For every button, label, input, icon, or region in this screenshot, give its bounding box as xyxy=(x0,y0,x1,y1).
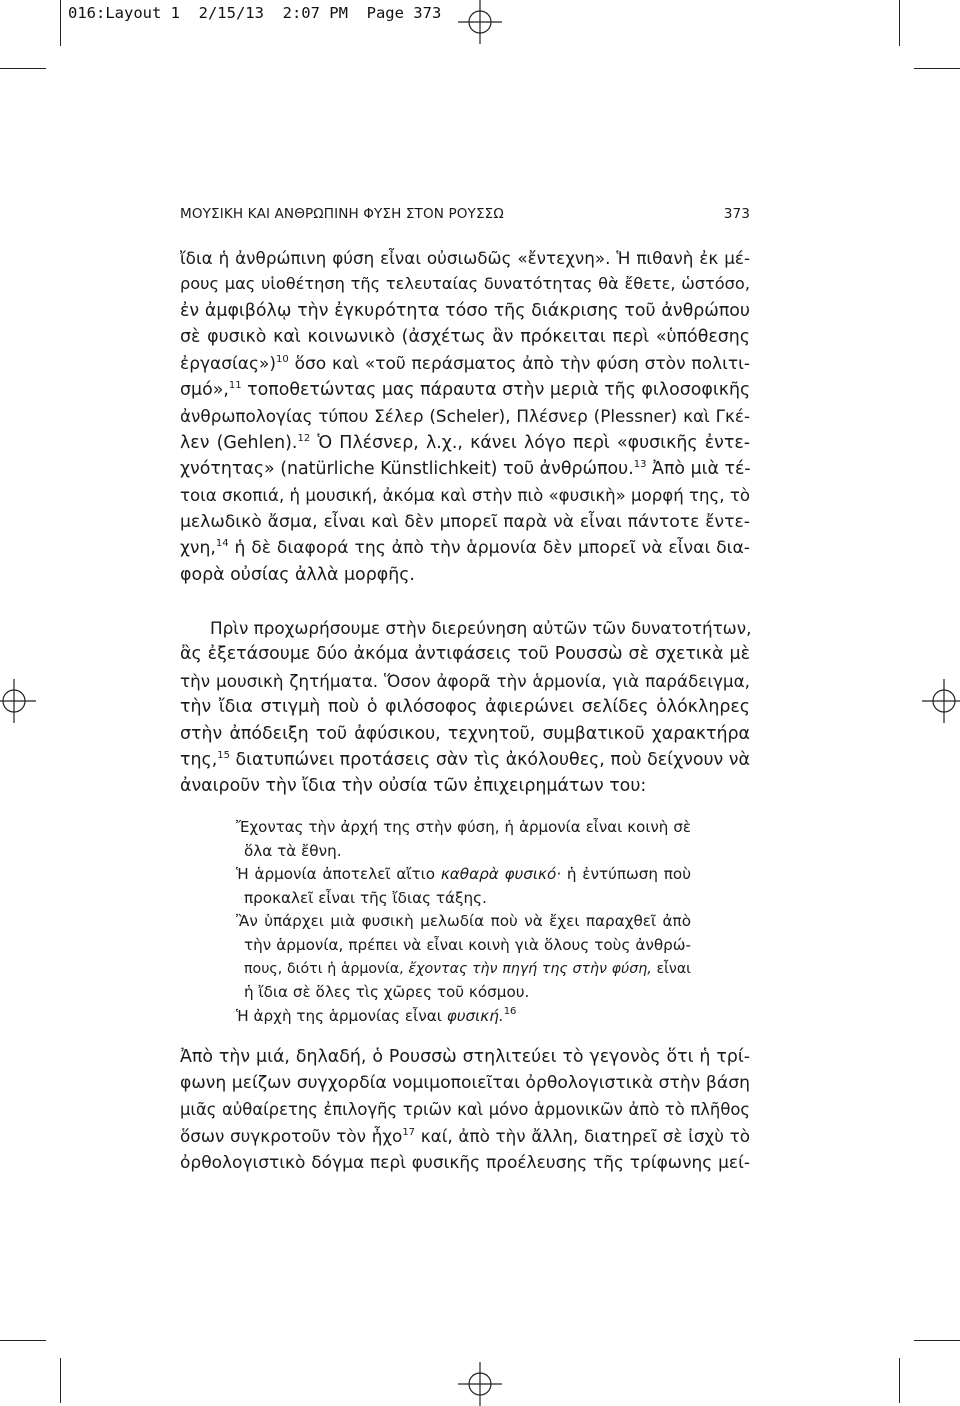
text-line: τὴν ἴδια στιγμὴ ποὺ ὁ φιλόσοφος ἀφιερώνει σελίδες ὁλόκληρες xyxy=(180,697,750,718)
text-line: ἀνθρωπολογίας τύπου Σέλερ (Scheler), Πλέσνερ (Plessner) καὶ Γκέ- xyxy=(180,406,750,427)
text-line: ρους μας υἱοθέτηση τῆς τελευταίας δυνατότητας θὰ ἔθετε, ὡστόσο, xyxy=(180,274,750,294)
block-quote xyxy=(236,816,691,1028)
text-line: ἂς ἐξετάσουμε δύο ἀκόμα ἀντιφάσεις τοῦ Ρουσσὼ σὲ σχετικὰ μὲ xyxy=(180,644,750,665)
quote-line: Ἔχοντας τὴν ἀρχή της στὴν φύση, ἡ ἁρμονία εἶναι κοινὴ σὲ xyxy=(236,818,691,836)
footnote-ref: 10 xyxy=(276,353,289,365)
footnote-ref: 11 xyxy=(228,379,242,391)
text-line: σμό»,$^{11}$ τοποθετώντας μας πάραυτα στὴν μεριὰ τῆς φιλοσοφικῆς xyxy=(180,379,751,400)
registration-mark-top xyxy=(458,0,502,44)
text-line: στὴν ἀπόδειξη τοῦ ἀφύσικου, τεχνητοῦ, συμβατικοῦ χαρακτήρα xyxy=(180,723,750,744)
text-line: ἐργασίας»)$^{10}$ ὅσο καὶ «τοῦ περάσματος ἀπὸ τὴν φύση στὸν πολιτι- xyxy=(180,353,750,374)
paragraph-3 xyxy=(180,1044,750,1176)
crop-mark-bottom-left-h xyxy=(0,1340,46,1341)
quote-line: πους, διότι ἡ ἁρμονία, ἔχοντας τὴν πηγή της στὴν φύση, εἶναι xyxy=(244,960,691,977)
text-line: ἀναιροῦν τὴν ἴδια τὴν οὐσία τῶν ἐπιχειρημάτων του: xyxy=(180,776,647,797)
footnote-ref: 12 xyxy=(297,432,311,444)
paragraph-1 xyxy=(180,245,750,588)
text-line: Πρὶν προχωρήσουμε στὴν διερεύνηση αὐτῶν τῶν δυνατοτήτων, xyxy=(210,618,752,638)
crop-mark-bottom-left-v xyxy=(60,1358,61,1403)
registration-mark-left xyxy=(0,679,36,723)
text-line: λεν (Gehlen).$^{12}$ Ὁ Πλέσνερ, λ.χ., κάνει λόγο περὶ «φυσικῆς ἐντε- xyxy=(180,432,750,453)
footnote-ref: 17 xyxy=(402,1127,416,1139)
registration-mark-right xyxy=(922,679,960,723)
text-line: σὲ φυσικὸ καὶ κοινωνικὸ (ἀσχέτως ἂν πρόκειται περὶ «ὑπόθεσης xyxy=(180,327,750,348)
text-line: τοια σκοπιά, ἡ μουσική, ἀκόμα καὶ στὴν πιὸ «φυσικὴ» μορφή της, τὸ xyxy=(180,485,750,505)
text-line: μελωδικὸ ἄσμα, εἶναι καὶ δὲν μπορεῖ παρὰ νὰ εἶναι πάντοτε ἔντε- xyxy=(180,511,750,532)
printer-slug: 016:Layout 1 2/15/13 2:07 PM Page 373 xyxy=(68,4,442,22)
quote-line: ἡ ἴδια σὲ ὅλες τὶς χῶρες τοῦ κόσμου. xyxy=(244,983,530,1002)
running-head-title: ΜΟΥΣΙΚΗ ΚΑΙ ΑΝΘΡΩΠΙΝΗ ΦΥΣΗ ΣΤΟΝ ΡΟΥΣΣΩ xyxy=(180,206,504,222)
quote-line: προκαλεῖ εἶναι τῆς ἴδιας τάξης. xyxy=(244,888,487,907)
footnote-ref: 14 xyxy=(215,538,229,550)
crop-mark-bottom-right-h xyxy=(914,1340,960,1341)
quote-line: Ἡ ἁρμονία ἀποτελεῖ αἴτιο καθαρὰ φυσικό· ἡ ἐντύπωση ποὺ xyxy=(236,865,691,884)
crop-mark-top-right-h xyxy=(914,68,960,69)
text-line: χνότητας» (natürliche Künstlichkeit) τοῦ ἀνθρώπου.$^{13}$ Ἀπὸ μιὰ τέ- xyxy=(180,459,751,480)
footnote-ref: 13 xyxy=(633,459,647,471)
text-line: Ἀπὸ τὴν μιά, δηλαδή, ὁ Ρουσσὼ στηλιτεύει τὸ γεγονὸς ὅτι ἡ τρί- xyxy=(180,1047,750,1067)
quote-line: Ἡ ἀρχὴ της ἁρμονίας εἶναι φυσική.$^{16}$ xyxy=(236,1005,517,1025)
crop-mark-top-left-v xyxy=(60,0,61,46)
running-head xyxy=(180,206,750,222)
text-line: μιᾶς αὐθαίρετης ἐπιλογῆς τριῶν καὶ μόνο ἁρμονικῶν ἀπὸ τὸ πλῆθος xyxy=(180,1099,750,1119)
crop-mark-top-left-h xyxy=(0,68,46,69)
text-line: χνη,$^{14}$ ἡ δὲ διαφορά της ἀπὸ τὴν ἁρμονία δὲν μπορεῖ νὰ εἶναι δια- xyxy=(180,538,750,559)
paragraph-2 xyxy=(180,615,750,800)
text-line: φορὰ οὐσίας ἀλλὰ μορφῆς. xyxy=(180,564,415,585)
page-number: 373 xyxy=(723,206,750,222)
footnote-ref: 16 xyxy=(503,1005,517,1017)
text-line: ἴδια ἡ ἀνθρώπινη φύση εἶναι οὐσιωδῶς «ἔντεχνη». Ἡ πιθανὴ ἐκ μέ- xyxy=(180,248,750,268)
quote-line: Ἂν ὑπάρχει μιὰ φυσικὴ μελωδία ποὺ νὰ ἔχει παραχθεῖ ἀπὸ xyxy=(236,912,691,931)
quote-line: τὴν ἁρμονία, πρέπει νὰ εἶναι κοινὴ γιὰ ὅλους τοὺς ἀνθρώ- xyxy=(244,935,691,954)
quote-line: ὅλα τὰ ἔθνη. xyxy=(244,841,342,860)
text-line: φωνη μείζων συγχορδία νομιμοποιεῖται ὀρθολογιστικὰ στὴν βάση xyxy=(180,1073,750,1094)
text-line: ὀρθολογιστικὸ δόγμα περὶ φυσικῆς προέλευσης τῆς τρίφωνης μεί- xyxy=(180,1152,750,1173)
footnote-ref: 15 xyxy=(217,749,230,761)
crop-mark-top-right-v xyxy=(899,0,900,46)
registration-mark-bottom xyxy=(458,1362,502,1406)
text-line: της,$^{15}$ διατυπώνει προτάσεις σὰν τὶς ἀκόλουθες, ποὺ δείχνουν νὰ xyxy=(180,749,750,770)
text-line: τὴν μουσικὴ ζητήματα. Ὅσον ἀφορᾶ τὴν ἁρμονία, γιὰ παράδειγμα, xyxy=(180,670,750,691)
text-line: ἐν ἀμφιβόλῳ τὴν ἐγκυρότητα τόσο τῆς διάκρισης τοῦ ἀνθρώπου xyxy=(180,300,750,321)
crop-mark-bottom-right-v xyxy=(899,1358,900,1403)
text-line: ὅσων συγκροτοῦν τὸν ἦχο$^{17}$ καί, ἀπὸ τὴν ἄλλη, διατηρεῖ σὲ ἰσχὺ τὸ xyxy=(180,1126,750,1147)
